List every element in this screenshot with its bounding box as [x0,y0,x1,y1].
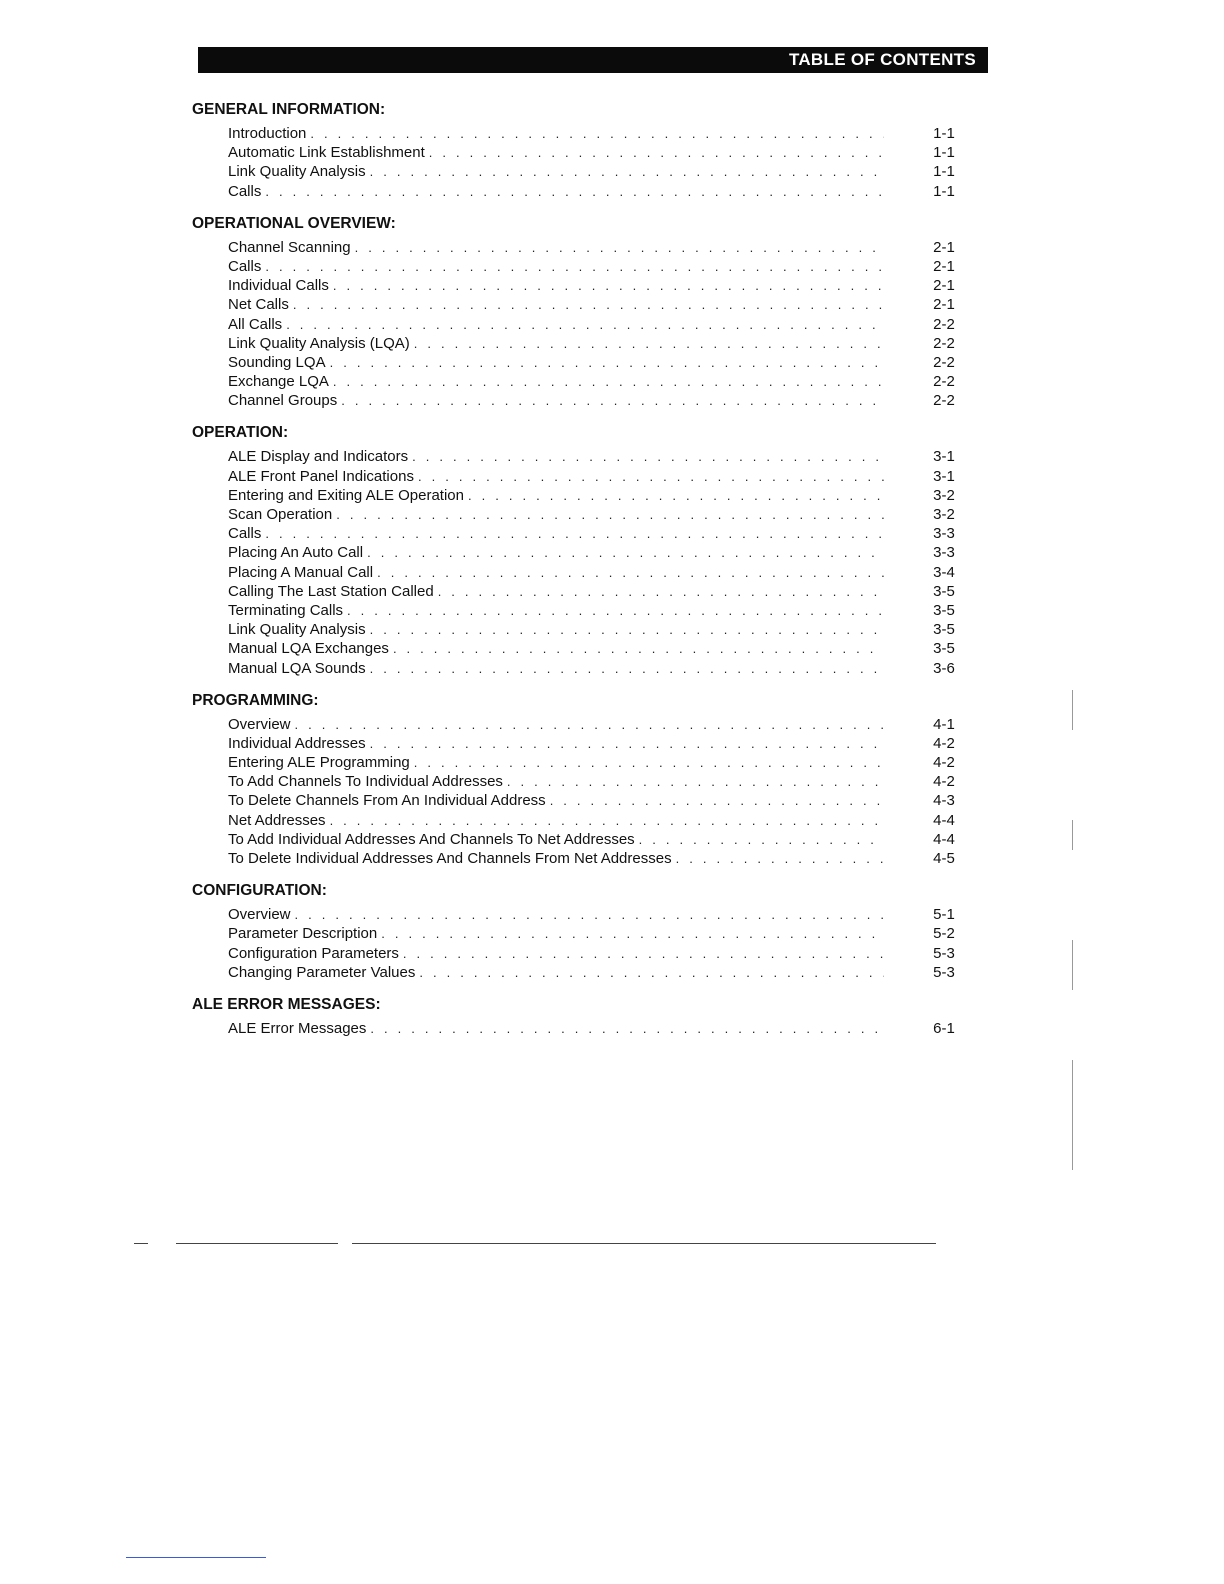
toc-entry-label: Channel Groups [228,392,338,410]
dot-leader [370,164,884,179]
dot-leader [286,317,884,332]
toc-entry-label: Calls [228,525,262,543]
toc-entry[interactable] [192,163,964,182]
toc-entry[interactable] [192,506,964,525]
toc-entry-label: Overview [228,906,291,924]
toc-section [192,214,964,412]
toc-entry[interactable] [192,716,964,735]
toc-entry-page: 3-1 [933,467,955,485]
toc-entry[interactable] [192,487,964,506]
toc-entry[interactable] [192,183,964,202]
toc-entry-label: Overview [228,715,291,733]
toc-entry-label: All Calls [228,315,283,333]
toc-entry[interactable] [192,812,964,831]
dot-leader [333,278,884,293]
toc-entry-label: Entering and Exiting ALE Operation [228,486,464,504]
toc-entry-page: 4-1 [933,715,955,733]
toc-entry-page: 5-3 [933,944,955,962]
toc-entry-page: 2-2 [933,392,955,410]
page-title: TABLE OF CONTENTS [788,50,976,69]
toc-entry[interactable] [192,448,964,467]
dot-leader [355,240,884,255]
toc-entry[interactable] [192,144,964,163]
footer-rule-short [134,1243,148,1244]
toc-entry-label: Terminating Calls [228,601,344,619]
toc-entry-page: 5-2 [933,925,955,943]
toc-entry-page: 2-1 [933,277,955,295]
dot-leader [330,813,884,828]
toc-entry-label: Channel Scanning [228,238,351,256]
dot-leader [418,469,884,484]
toc-entry[interactable] [192,850,964,869]
toc-entry[interactable] [192,1020,964,1039]
toc-entry-label: Introduction [228,125,307,142]
toc-entry-label: Manual LQA Sounds [228,659,366,677]
toc-entry-page: 3-6 [933,659,955,677]
toc-entry-label: To Delete Channels From An Individual Address [228,792,546,810]
toc-entry[interactable] [192,258,964,277]
toc-entry-page: 1-1 [933,144,955,162]
toc-entry-label: ALE Display and Indicators [228,448,409,466]
toc-entry-page: 2-2 [933,353,955,371]
toc-entry-page: 3-5 [933,640,955,658]
section-title: PROGRAMMING: [192,691,319,709]
toc-entry-label: Entering ALE Programming [228,754,410,772]
section-title: OPERATIONAL OVERVIEW: [192,214,396,232]
toc-entry[interactable] [192,621,964,640]
toc-entry-label: Placing A Manual Call [228,563,374,581]
margin-mark [1072,820,1073,850]
toc-entry[interactable] [192,754,964,773]
section-title: OPERATION: [192,424,289,442]
toc-entry-page: 2-1 [933,296,955,314]
dot-leader [265,526,884,541]
dot-leader [468,488,884,503]
dot-leader [639,832,884,847]
toc-entry-label: Parameter Description [228,925,378,943]
toc-entry-page: 3-1 [933,448,955,466]
toc-entry-label: Configuration Parameters [228,944,399,962]
margin-mark [1072,940,1073,990]
toc-entry-label: Manual LQA Exchanges [228,640,389,658]
toc-entry-page: 2-1 [933,238,955,256]
toc-entry-label: To Add Individual Addresses And Channels To Net Addresses [228,830,635,848]
toc-entry[interactable] [192,468,964,487]
toc-entry[interactable] [192,583,964,602]
toc-entry[interactable] [192,964,964,983]
toc-entry-label: Automatic Link Establishment [228,144,425,162]
toc-entry-page: 3-5 [933,621,955,639]
toc-entry[interactable] [192,354,964,373]
toc-entry[interactable] [192,316,964,335]
toc-entry[interactable] [192,831,964,850]
dot-leader [414,755,884,770]
section-title: CONFIGURATION: [192,882,327,900]
dot-leader [336,507,884,522]
toc-entry-label: Link Quality Analysis [228,621,366,639]
toc-entry[interactable] [192,373,964,392]
dot-leader [414,336,884,351]
toc-entry[interactable] [192,564,964,583]
dot-leader [295,717,884,732]
toc-entry-label: To Delete Individual Addresses And Channels From Net Addresses [228,850,672,867]
dot-leader [393,641,884,656]
toc-entry[interactable] [192,945,964,964]
footer-rule [176,1243,338,1244]
toc-entry-label: Calls [228,257,262,275]
toc-entry-label: Changing Parameter Values [228,963,416,981]
toc-section [192,100,964,202]
toc-entry-label: ALE Error Messages [228,1019,367,1037]
toc-entry-page: 5-3 [933,963,955,981]
dot-leader [370,622,884,637]
toc-entry-page: 5-1 [933,906,955,924]
dot-leader [370,661,884,676]
toc-entry-label: Net Calls [228,296,289,314]
toc-entry-page: 2-2 [933,334,955,352]
toc-entry-page: 3-5 [933,582,955,600]
dot-leader [370,736,884,751]
toc-entry-page: 1-1 [933,182,955,200]
toc-entry[interactable] [192,735,964,754]
bottom-blue-line [126,1557,266,1558]
toc-section [192,881,964,983]
dot-leader [438,584,884,599]
dot-leader [429,145,884,160]
toc-entry-label: Net Addresses [228,811,326,829]
dot-leader [333,374,884,389]
toc-entry[interactable] [192,335,964,354]
toc-entry[interactable] [192,792,964,811]
toc-entry[interactable] [192,602,964,621]
dot-leader [412,449,884,464]
toc-entry-page: 1-1 [933,163,955,181]
dot-leader [265,259,884,274]
dot-leader [330,355,884,370]
dot-leader [265,184,884,199]
dot-leader [676,851,884,866]
section-title: GENERAL INFORMATION: [192,101,386,118]
toc-entry-label: Scan Operation [228,506,333,523]
toc-entry-page: 4-3 [933,792,955,810]
toc-entry-page: 3-4 [933,563,955,581]
toc-section [192,423,964,678]
toc-entry-page: 3-2 [933,486,955,504]
toc-entry-label: Link Quality Analysis (LQA) [228,334,410,352]
dot-leader [377,565,884,580]
toc-entry-page: 4-2 [933,754,955,772]
toc-entry-page: 2-2 [933,315,955,333]
toc-entry-label: Calls [228,182,262,200]
dot-leader [347,603,884,618]
toc-section [192,995,964,1039]
margin-mark [1072,1060,1073,1170]
toc-entry-page: 1-1 [933,125,955,142]
toc-entry[interactable] [192,525,964,544]
dot-leader [370,1021,884,1036]
toc-entry-label: Link Quality Analysis [228,163,366,181]
toc-entry-page: 3-2 [933,506,955,523]
toc-entry[interactable] [192,296,964,315]
table-of-contents [192,100,964,1051]
toc-entry[interactable] [192,660,964,679]
dot-leader [341,393,884,408]
dot-leader [507,774,884,789]
toc-entry-page: 3-5 [933,601,955,619]
toc-entry-page: 2-2 [933,373,955,391]
toc-entry-label: ALE Front Panel Indications [228,467,414,485]
toc-entry-page: 3-3 [933,525,955,543]
toc-entry[interactable] [192,544,964,563]
toc-entry-page: 3-3 [933,544,955,562]
toc-entry-page: 4-2 [933,773,955,791]
toc-entry[interactable] [192,125,964,144]
toc-entry[interactable] [192,277,964,296]
toc-section [192,691,964,870]
toc-entry[interactable] [192,392,964,411]
dot-leader [381,926,884,941]
toc-entry[interactable] [192,239,964,258]
toc-entry[interactable] [192,906,964,925]
toc-entry-page: 2-1 [933,257,955,275]
dot-leader [419,965,884,980]
dot-leader [550,793,884,808]
dot-leader [293,297,884,312]
section-title: ALE ERROR MESSAGES: [192,995,381,1013]
toc-entry-page: 4-4 [933,830,955,848]
toc-entry[interactable] [192,925,964,944]
header-bar [198,47,988,73]
toc-entry[interactable] [192,640,964,659]
toc-entry[interactable] [192,773,964,792]
toc-entry-label: Individual Calls [228,277,329,295]
margin-mark [1072,690,1073,730]
toc-entry-page: 4-4 [933,811,955,829]
dot-leader [403,946,884,961]
footer-rule [352,1243,936,1244]
toc-entry-label: To Add Channels To Individual Addresses [228,773,503,791]
toc-entry-label: Sounding LQA [228,353,326,371]
toc-entry-label: Placing An Auto Call [228,544,364,562]
toc-entry-label: Calling The Last Station Called [228,582,434,600]
dot-leader [310,126,884,141]
toc-entry-page: 4-2 [933,734,955,752]
dot-leader [367,545,884,560]
toc-entry-page: 6-1 [933,1019,955,1037]
dot-leader [295,907,884,922]
toc-entry-label: Exchange LQA [228,373,329,391]
toc-entry-label: Individual Addresses [228,734,366,752]
toc-entry-page: 4-5 [933,850,955,867]
